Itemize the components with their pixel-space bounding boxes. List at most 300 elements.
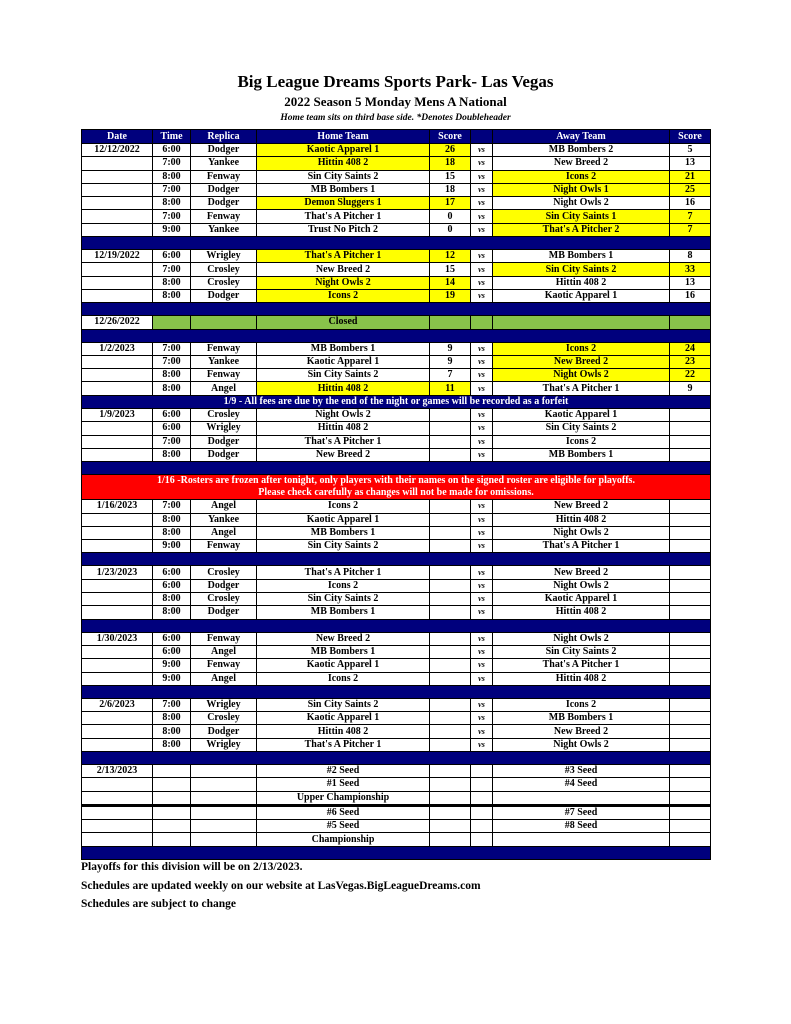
away-team: Sin City Saints 2 <box>493 645 670 658</box>
vs-label: vs <box>471 606 493 619</box>
closed-row <box>82 316 711 329</box>
game-field: Angel <box>191 672 257 685</box>
vs-label: vs <box>471 540 493 553</box>
home-score: 14 <box>430 276 471 289</box>
away-score <box>670 698 711 711</box>
away-team: New Breed 2 <box>493 725 670 738</box>
col-header-vs <box>471 130 493 144</box>
divider-cell <box>82 846 711 859</box>
vs-label: vs <box>471 183 493 196</box>
away-score <box>670 448 711 461</box>
home-score <box>430 725 471 738</box>
game-date <box>82 593 153 606</box>
home-score <box>430 778 471 791</box>
home-score <box>430 805 471 819</box>
away-seed <box>493 833 670 846</box>
game-row <box>82 276 711 289</box>
away-score: 33 <box>670 263 711 276</box>
home-score: 11 <box>430 382 471 395</box>
game-time: 7:00 <box>153 210 191 223</box>
game-date <box>82 197 153 210</box>
col-header-time: Time <box>153 130 191 144</box>
game-field: Dodger <box>191 606 257 619</box>
home-team: Night Owls 2 <box>257 276 430 289</box>
game-row <box>82 157 711 170</box>
playoff-row <box>82 805 711 819</box>
footer-line-website: Schedules are updated weekly on our website at LasVegas.BigLeagueDreams.com <box>81 880 481 892</box>
game-date <box>82 833 153 846</box>
closed-cell <box>493 316 670 329</box>
vs-label: vs <box>471 369 493 382</box>
home-score <box>430 659 471 672</box>
table-header-row <box>82 130 711 144</box>
divider-cell <box>82 553 711 566</box>
divider-cell <box>82 237 711 250</box>
game-field: Dodger <box>191 144 257 157</box>
game-row <box>82 223 711 236</box>
divider-cell <box>82 329 711 342</box>
game-time: 7:00 <box>153 342 191 355</box>
game-time: 9:00 <box>153 540 191 553</box>
vs-cell <box>471 805 493 819</box>
away-score <box>670 513 711 526</box>
game-row <box>82 183 711 196</box>
home-score <box>430 593 471 606</box>
home-score: 9 <box>430 342 471 355</box>
header-note: Home team sits on third base side. *Denotes Doubleheader <box>280 113 511 123</box>
game-date <box>82 157 153 170</box>
game-row <box>82 606 711 619</box>
home-seed: Championship <box>257 833 430 846</box>
home-score: 15 <box>430 263 471 276</box>
home-team: Sin City Saints 2 <box>257 698 430 711</box>
home-team: MB Bombers 1 <box>257 645 430 658</box>
vs-label: vs <box>471 355 493 368</box>
game-date <box>82 791 153 805</box>
away-team: Sin City Saints 2 <box>493 422 670 435</box>
home-score <box>430 632 471 645</box>
away-score <box>670 725 711 738</box>
game-row <box>82 409 711 422</box>
game-time: 6:00 <box>153 566 191 579</box>
vs-label: vs <box>471 448 493 461</box>
game-date <box>82 263 153 276</box>
home-team: Icons 2 <box>257 500 430 513</box>
week-divider <box>82 303 711 316</box>
home-score: 0 <box>430 210 471 223</box>
game-date: 1/16/2023 <box>82 500 153 513</box>
vs-label: vs <box>471 289 493 302</box>
away-score <box>670 764 711 777</box>
game-time: 7:00 <box>153 355 191 368</box>
game-field: Wrigley <box>191 698 257 711</box>
away-score: 16 <box>670 289 711 302</box>
home-team: Sin City Saints 2 <box>257 170 430 183</box>
away-score: 8 <box>670 250 711 263</box>
week-divider <box>82 329 711 342</box>
game-time: 7:00 <box>153 435 191 448</box>
vs-label: vs <box>471 632 493 645</box>
game-date <box>82 369 153 382</box>
game-row <box>82 435 711 448</box>
away-team: Sin City Saints 1 <box>493 210 670 223</box>
schedule-table <box>81 129 711 860</box>
vs-label: vs <box>471 698 493 711</box>
home-team: Hittin 408 2 <box>257 725 430 738</box>
away-team: Hittin 408 2 <box>493 606 670 619</box>
game-date: 12/19/2022 <box>82 250 153 263</box>
col-header-replica: Replica <box>191 130 257 144</box>
game-field: Angel <box>191 526 257 539</box>
home-score <box>430 409 471 422</box>
game-date <box>82 579 153 592</box>
game-row <box>82 672 711 685</box>
home-score <box>430 606 471 619</box>
home-seed: #2 Seed <box>257 764 430 777</box>
playoff-row <box>82 820 711 833</box>
week-divider <box>82 553 711 566</box>
divider-cell <box>82 303 711 316</box>
vs-cell <box>471 791 493 805</box>
roster-alert <box>82 475 711 500</box>
home-seed: #6 Seed <box>257 805 430 819</box>
away-score <box>670 500 711 513</box>
game-date: 2/13/2023 <box>82 764 153 777</box>
away-score: 21 <box>670 170 711 183</box>
away-team: Hittin 408 2 <box>493 276 670 289</box>
game-time: 7:00 <box>153 263 191 276</box>
game-row <box>82 593 711 606</box>
game-date <box>82 659 153 672</box>
game-time: 8:00 <box>153 369 191 382</box>
home-team: Hittin 408 2 <box>257 382 430 395</box>
home-score: 15 <box>430 170 471 183</box>
game-time: 7:00 <box>153 157 191 170</box>
away-team: That's A Pitcher 1 <box>493 540 670 553</box>
away-score <box>670 659 711 672</box>
away-team: Icons 2 <box>493 435 670 448</box>
game-row <box>82 342 711 355</box>
game-time: 7:00 <box>153 500 191 513</box>
game-row <box>82 566 711 579</box>
game-row <box>82 712 711 725</box>
game-row <box>82 645 711 658</box>
game-field: Dodger <box>191 448 257 461</box>
game-date <box>82 805 153 819</box>
home-team: Kaotic Apparel 1 <box>257 513 430 526</box>
home-team: MB Bombers 1 <box>257 342 430 355</box>
vs-label: vs <box>471 672 493 685</box>
vs-cell <box>471 833 493 846</box>
home-team: Icons 2 <box>257 289 430 302</box>
away-score <box>670 606 711 619</box>
home-score <box>430 448 471 461</box>
vs-label: vs <box>471 250 493 263</box>
game-date <box>82 725 153 738</box>
away-team: MB Bombers 1 <box>493 250 670 263</box>
game-time: 8:00 <box>153 593 191 606</box>
game-row <box>82 526 711 539</box>
vs-label: vs <box>471 342 493 355</box>
away-score <box>670 593 711 606</box>
game-date <box>82 289 153 302</box>
game-row <box>82 382 711 395</box>
game-field: Yankee <box>191 223 257 236</box>
away-team: Night Owls 2 <box>493 738 670 751</box>
vs-label: vs <box>471 276 493 289</box>
game-field: Crosley <box>191 712 257 725</box>
vs-cell <box>471 820 493 833</box>
home-team: That's A Pitcher 1 <box>257 210 430 223</box>
game-time <box>153 833 191 846</box>
divider-cell <box>82 685 711 698</box>
game-field: Yankee <box>191 355 257 368</box>
away-team: New Breed 2 <box>493 355 670 368</box>
game-field: Angel <box>191 382 257 395</box>
away-score <box>670 738 711 751</box>
home-team: Hittin 408 2 <box>257 157 430 170</box>
away-team: Night Owls 2 <box>493 369 670 382</box>
vs-label: vs <box>471 593 493 606</box>
away-team: New Breed 2 <box>493 500 670 513</box>
game-time <box>153 778 191 791</box>
home-score: 9 <box>430 355 471 368</box>
home-score <box>430 791 471 805</box>
away-score: 23 <box>670 355 711 368</box>
home-score <box>430 764 471 777</box>
roster-alert-row <box>82 475 711 500</box>
game-row <box>82 355 711 368</box>
away-team: Night Owls 2 <box>493 632 670 645</box>
away-team: Icons 2 <box>493 698 670 711</box>
game-time: 9:00 <box>153 223 191 236</box>
away-team: Night Owls 2 <box>493 197 670 210</box>
game-row <box>82 210 711 223</box>
game-time: 8:00 <box>153 289 191 302</box>
vs-label: vs <box>471 223 493 236</box>
home-team: New Breed 2 <box>257 448 430 461</box>
away-team: Night Owls 2 <box>493 526 670 539</box>
col-header-away-score: Score <box>670 130 711 144</box>
game-time: 6:00 <box>153 250 191 263</box>
vs-label: vs <box>471 435 493 448</box>
playoff-row <box>82 764 711 777</box>
roster-alert-line-1: 1/16 -Rosters are frozen after tonight, only players with their names on the signed roster are eligible for playoffs. <box>157 475 635 487</box>
game-field: Crosley <box>191 409 257 422</box>
game-field: Dodger <box>191 435 257 448</box>
playoff-row <box>82 791 711 805</box>
game-time: 8:00 <box>153 382 191 395</box>
vs-label: vs <box>471 382 493 395</box>
game-date <box>82 422 153 435</box>
away-team: That's A Pitcher 1 <box>493 659 670 672</box>
home-team: Sin City Saints 2 <box>257 540 430 553</box>
game-time: 6:00 <box>153 645 191 658</box>
game-time: 8:00 <box>153 738 191 751</box>
divider-cell <box>82 751 711 764</box>
home-score <box>430 566 471 579</box>
away-score: 7 <box>670 223 711 236</box>
away-score: 13 <box>670 276 711 289</box>
game-row <box>82 579 711 592</box>
game-row <box>82 448 711 461</box>
away-seed: #3 Seed <box>493 764 670 777</box>
game-date <box>82 645 153 658</box>
home-score <box>430 435 471 448</box>
away-team: Night Owls 2 <box>493 579 670 592</box>
home-score <box>430 672 471 685</box>
vs-label: vs <box>471 645 493 658</box>
home-team: That's A Pitcher 1 <box>257 566 430 579</box>
game-date <box>82 778 153 791</box>
home-score <box>430 738 471 751</box>
week-divider <box>82 751 711 764</box>
home-score <box>430 579 471 592</box>
game-field: Fenway <box>191 369 257 382</box>
home-team: MB Bombers 1 <box>257 526 430 539</box>
game-field <box>191 805 257 819</box>
vs-label: vs <box>471 409 493 422</box>
game-date <box>82 448 153 461</box>
game-row <box>82 725 711 738</box>
home-team: That's A Pitcher 1 <box>257 738 430 751</box>
game-field: Yankee <box>191 513 257 526</box>
game-date: 1/23/2023 <box>82 566 153 579</box>
home-team: MB Bombers 1 <box>257 183 430 196</box>
game-time: 9:00 <box>153 659 191 672</box>
away-score <box>670 409 711 422</box>
home-team: Kaotic Apparel 1 <box>257 712 430 725</box>
game-date <box>82 276 153 289</box>
game-time: 8:00 <box>153 526 191 539</box>
game-time: 8:00 <box>153 170 191 183</box>
home-score <box>430 526 471 539</box>
col-header-home-score: Score <box>430 130 471 144</box>
home-score <box>430 513 471 526</box>
home-score <box>430 712 471 725</box>
home-score <box>430 833 471 846</box>
away-score <box>670 645 711 658</box>
game-time: 7:00 <box>153 183 191 196</box>
away-team: New Breed 2 <box>493 566 670 579</box>
away-score: 16 <box>670 197 711 210</box>
game-date: 12/26/2022 <box>82 316 153 329</box>
week-divider <box>82 237 711 250</box>
home-score <box>430 698 471 711</box>
home-team: Trust No Pitch 2 <box>257 223 430 236</box>
page-title: Big League Dreams Sports Park- Las Vegas <box>237 72 554 91</box>
away-team: Hittin 408 2 <box>493 672 670 685</box>
away-team: Hittin 408 2 <box>493 513 670 526</box>
game-row <box>82 422 711 435</box>
col-header-away-team: Away Team <box>493 130 670 144</box>
vs-label: vs <box>471 263 493 276</box>
game-date: 1/2/2023 <box>82 342 153 355</box>
vs-label: vs <box>471 725 493 738</box>
game-date <box>82 513 153 526</box>
away-score <box>670 833 711 846</box>
game-date <box>82 382 153 395</box>
game-field: Wrigley <box>191 738 257 751</box>
game-time <box>153 764 191 777</box>
away-team: MB Bombers 1 <box>493 448 670 461</box>
home-seed: Upper Championship <box>257 791 430 805</box>
home-team: New Breed 2 <box>257 263 430 276</box>
game-date <box>82 526 153 539</box>
game-time: 8:00 <box>153 197 191 210</box>
home-seed: #5 Seed <box>257 820 430 833</box>
away-score <box>670 778 711 791</box>
game-field: Crosley <box>191 593 257 606</box>
divider-cell <box>82 619 711 632</box>
home-team: Icons 2 <box>257 672 430 685</box>
vs-label: vs <box>471 712 493 725</box>
game-row <box>82 263 711 276</box>
vs-label: vs <box>471 157 493 170</box>
home-team: Kaotic Apparel 1 <box>257 355 430 368</box>
game-field: Angel <box>191 645 257 658</box>
away-seed: #8 Seed <box>493 820 670 833</box>
home-team: Kaotic Apparel 1 <box>257 659 430 672</box>
game-date <box>82 355 153 368</box>
game-field: Crosley <box>191 263 257 276</box>
away-team: That's A Pitcher 2 <box>493 223 670 236</box>
game-row <box>82 289 711 302</box>
home-team: That's A Pitcher 1 <box>257 250 430 263</box>
game-date: 1/9/2023 <box>82 409 153 422</box>
home-team: Kaotic Apparel 1 <box>257 144 430 157</box>
home-score: 12 <box>430 250 471 263</box>
game-field: Wrigley <box>191 250 257 263</box>
away-score: 5 <box>670 144 711 157</box>
game-field: Fenway <box>191 540 257 553</box>
vs-label: vs <box>471 144 493 157</box>
game-field: Dodger <box>191 197 257 210</box>
away-team: Kaotic Apparel 1 <box>493 289 670 302</box>
away-score <box>670 422 711 435</box>
game-field <box>191 833 257 846</box>
fees-notice: 1/9 - All fees are due by the end of the night or games will be recorded as a forfeit <box>82 395 711 408</box>
home-score: 18 <box>430 157 471 170</box>
vs-label: vs <box>471 579 493 592</box>
notice-row <box>82 395 711 408</box>
game-row <box>82 144 711 157</box>
week-divider <box>82 846 711 859</box>
game-field: Dodger <box>191 725 257 738</box>
closed-cell <box>191 316 257 329</box>
game-date <box>82 712 153 725</box>
game-row <box>82 698 711 711</box>
away-team: That's A Pitcher 1 <box>493 382 670 395</box>
game-row <box>82 250 711 263</box>
vs-label: vs <box>471 513 493 526</box>
game-field: Dodger <box>191 183 257 196</box>
away-score <box>670 526 711 539</box>
closed-cell <box>430 316 471 329</box>
game-field <box>191 764 257 777</box>
vs-label: vs <box>471 500 493 513</box>
home-score: 18 <box>430 183 471 196</box>
game-field <box>191 778 257 791</box>
away-seed: #4 Seed <box>493 778 670 791</box>
home-team: New Breed 2 <box>257 632 430 645</box>
game-row <box>82 500 711 513</box>
away-score <box>670 632 711 645</box>
home-score: 19 <box>430 289 471 302</box>
game-field: Fenway <box>191 632 257 645</box>
game-field: Fenway <box>191 170 257 183</box>
away-team: Icons 2 <box>493 170 670 183</box>
